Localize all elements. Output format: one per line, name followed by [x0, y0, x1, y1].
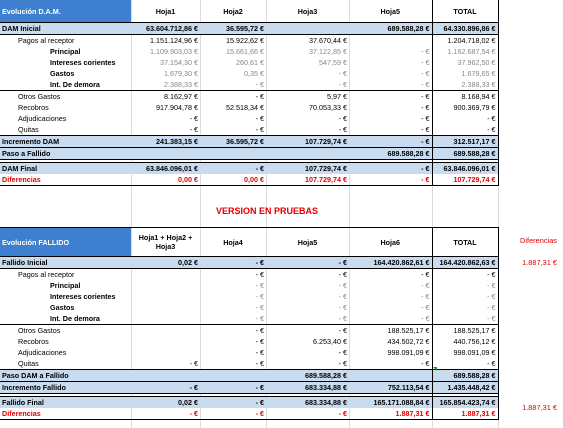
row-label: DAM Final: [0, 163, 131, 175]
cell[interactable]: - €: [349, 136, 432, 148]
table-row: [0, 347, 498, 358]
cell[interactable]: - €: [266, 408, 349, 420]
cell[interactable]: 547,59 €: [319, 58, 347, 67]
dam-table: [0, 0, 499, 186]
cell[interactable]: 188.525,17 €: [387, 326, 430, 335]
cell[interactable]: 8.168,94 €: [432, 91, 498, 103]
cell[interactable]: 36.595,72 €: [200, 136, 266, 148]
cell[interactable]: 1.887,31 €: [432, 408, 498, 420]
cell[interactable]: - €: [131, 382, 200, 394]
cell[interactable]: [131, 302, 200, 313]
fallido-table: [0, 227, 499, 420]
cell[interactable]: 107.729,74 €: [266, 163, 349, 175]
cell-error-indicator-icon: [433, 367, 437, 371]
cell[interactable]: - €: [421, 281, 430, 290]
cell[interactable]: - €: [421, 103, 430, 112]
row-label: Recobros: [18, 103, 49, 112]
cell[interactable]: 165.854.423,74 €: [432, 397, 498, 409]
cell[interactable]: 37.962,50 €: [432, 57, 498, 68]
cell[interactable]: [349, 370, 432, 382]
col-header: Hoja2: [223, 6, 243, 16]
cell[interactable]: - €: [266, 79, 349, 91]
cell[interactable]: [131, 313, 200, 325]
row-label: Pagos al receptor: [18, 270, 75, 279]
cell[interactable]: - €: [200, 397, 266, 409]
version-banner: VERSION EN PRUEBAS: [216, 206, 319, 216]
cell[interactable]: 5,97 €: [327, 92, 347, 101]
cell[interactable]: [266, 23, 349, 35]
cell[interactable]: - €: [200, 163, 266, 175]
cell[interactable]: - €: [421, 359, 430, 368]
cell[interactable]: - €: [255, 292, 264, 301]
cell[interactable]: 8.162,97 €: [164, 92, 198, 101]
cell[interactable]: 37.670,44 €: [309, 36, 347, 45]
cell[interactable]: 0,00 €: [131, 174, 200, 186]
table-row: [0, 35, 498, 47]
table-row: [0, 408, 498, 420]
cell[interactable]: 689.588,28 €: [432, 370, 498, 382]
cell[interactable]: - €: [338, 326, 347, 335]
col-header: Hoja6: [349, 228, 432, 257]
cell[interactable]: - €: [200, 408, 266, 420]
row-label: Principal: [50, 281, 81, 290]
table-row: [0, 370, 498, 382]
cell[interactable]: 683.334,88 €: [266, 397, 349, 409]
table-row: [0, 148, 498, 160]
fallido-final-side-value[interactable]: 1.887,31 €: [522, 403, 557, 412]
cell[interactable]: 36.595,72 €: [200, 23, 266, 35]
cell[interactable]: 998.091,09 €: [387, 348, 430, 357]
cell[interactable]: [131, 336, 200, 347]
cell[interactable]: 689.588,28 €: [432, 148, 498, 160]
cell[interactable]: - €: [255, 303, 264, 312]
cell[interactable]: - €: [421, 125, 430, 134]
cell[interactable]: - €: [432, 124, 498, 136]
cell[interactable]: 0,02 €: [131, 397, 200, 409]
table-row: [0, 280, 498, 291]
row-label: Fallido Inicial: [0, 257, 131, 269]
cell[interactable]: - €: [255, 270, 264, 279]
cell[interactable]: 52.518,34 €: [226, 103, 264, 112]
cell[interactable]: - €: [432, 358, 498, 370]
cell[interactable]: - €: [200, 382, 266, 394]
cell[interactable]: 37.122,85 €: [309, 47, 347, 56]
cell[interactable]: - €: [432, 113, 498, 124]
row-label: Int. De demora: [0, 313, 131, 325]
row-label: Quitas: [18, 359, 39, 368]
cell[interactable]: 64.330.896,86 €: [432, 23, 498, 35]
cell[interactable]: 1.151.124,96 €: [150, 36, 198, 45]
cell[interactable]: - €: [255, 281, 264, 290]
cell[interactable]: [131, 370, 200, 382]
cell[interactable]: - €: [338, 270, 347, 279]
cell[interactable]: 683.334,88 €: [266, 382, 349, 394]
row-label: Int. De demora: [0, 79, 131, 91]
table-row: [0, 23, 498, 35]
table-row: [0, 325, 498, 337]
cell[interactable]: [200, 148, 266, 160]
table-row: [0, 136, 498, 148]
col-header-total: TOTAL: [432, 228, 498, 257]
cell[interactable]: - €: [432, 269, 498, 281]
cell[interactable]: - €: [255, 348, 264, 357]
cell[interactable]: - €: [421, 114, 430, 123]
cell[interactable]: 998.091,09 €: [432, 347, 498, 358]
cell[interactable]: [131, 148, 200, 160]
cell[interactable]: 900.369,79 €: [432, 102, 498, 113]
cell[interactable]: 107.729,74 €: [266, 174, 349, 186]
cell[interactable]: - €: [255, 114, 264, 123]
cell[interactable]: 1.679,30 €: [164, 69, 198, 78]
row-label: Paso DAM a Fallido: [0, 370, 131, 382]
cell[interactable]: - €: [255, 326, 264, 335]
col-header: Hoja3: [297, 6, 318, 16]
cell[interactable]: 1.162.687,54 €: [432, 46, 498, 57]
cell[interactable]: 1.204.718,02 €: [432, 35, 498, 47]
row-label: Fallido Final: [0, 397, 131, 409]
cell[interactable]: 689.588,28 €: [349, 23, 432, 35]
cell[interactable]: - €: [349, 174, 432, 186]
cell[interactable]: - €: [338, 125, 347, 134]
cell[interactable]: - €: [432, 291, 498, 302]
row-label: Principal: [50, 47, 81, 56]
cell[interactable]: 70.053,33 €: [309, 103, 347, 112]
row-label: Intereses corientes: [50, 58, 116, 67]
cell[interactable]: - €: [131, 408, 200, 420]
cell[interactable]: - €: [266, 313, 349, 325]
cell[interactable]: - €: [338, 69, 347, 78]
cell[interactable]: - €: [432, 302, 498, 313]
table-row: [0, 46, 498, 57]
cell[interactable]: - €: [338, 348, 347, 357]
cell[interactable]: 2.388,33 €: [131, 79, 200, 91]
cell[interactable]: 1.109.903,03 €: [150, 47, 198, 56]
table-row: [0, 102, 498, 113]
row-label: Adjudicaciones: [18, 348, 67, 357]
table-row: [0, 257, 498, 269]
cell[interactable]: - €: [338, 359, 347, 368]
cell[interactable]: - €: [421, 292, 430, 301]
cell[interactable]: 752.113,54 €: [349, 382, 432, 394]
cell[interactable]: - €: [189, 359, 198, 368]
cell[interactable]: 63.846.096,01 €: [432, 163, 498, 175]
cell[interactable]: 689.588,28 €: [349, 148, 432, 160]
cell[interactable]: 440.756,12 €: [432, 336, 498, 347]
cell[interactable]: [349, 35, 432, 47]
cell[interactable]: - €: [421, 270, 430, 279]
cell[interactable]: 188.525,17 €: [432, 325, 498, 337]
cell[interactable]: - €: [349, 313, 432, 325]
cell[interactable]: - €: [421, 303, 430, 312]
cell[interactable]: 434.502,72 €: [387, 337, 430, 346]
col-header-total: TOTAL: [432, 0, 498, 23]
cell[interactable]: - €: [255, 92, 264, 101]
table-row: [0, 397, 498, 409]
cell[interactable]: - €: [189, 114, 198, 123]
cell[interactable]: 1.679,65 €: [432, 68, 498, 79]
cell[interactable]: [131, 291, 200, 302]
table-row: [0, 68, 498, 79]
col-header: Hoja1 + Hoja2 + Hoja3: [131, 228, 200, 257]
cell[interactable]: 1.435.448,42 €: [432, 382, 498, 394]
cell[interactable]: 63.846.096,01 €: [131, 163, 200, 175]
cell[interactable]: 0,35 €: [244, 69, 264, 78]
cell[interactable]: 312.517,17 €: [432, 136, 498, 148]
cell[interactable]: - €: [255, 359, 264, 368]
cell[interactable]: 15.661,66 €: [226, 47, 264, 56]
cell[interactable]: [200, 370, 266, 382]
cell[interactable]: - €: [421, 69, 430, 78]
row-label: Quitas: [18, 125, 39, 134]
cell[interactable]: 689.588,28 €: [266, 370, 349, 382]
col-header: Hoja5: [380, 6, 401, 16]
table-row: [0, 358, 498, 370]
dam-title: Evolución D.A.M.: [0, 0, 131, 23]
row-label: Diferencias: [0, 408, 131, 420]
row-label: Incremento DAM: [0, 136, 131, 148]
row-label: Diferencias: [0, 174, 131, 186]
cell[interactable]: [131, 347, 200, 358]
row-label: Otros Gastos: [18, 92, 61, 101]
cell[interactable]: 917.904,78 €: [156, 103, 198, 112]
cell[interactable]: - €: [421, 47, 430, 56]
cell[interactable]: [131, 325, 200, 337]
cell[interactable]: - €: [200, 79, 266, 91]
cell[interactable]: 164.420.862,61 €: [349, 257, 432, 269]
cell[interactable]: - €: [189, 125, 198, 134]
cell[interactable]: - €: [255, 337, 264, 346]
cell[interactable]: - €: [421, 58, 430, 67]
fallido-inicial-side-value[interactable]: 1.887,31 €: [522, 258, 557, 267]
cell[interactable]: 15.922,62 €: [226, 36, 264, 45]
row-label: Paso a Fallido: [0, 148, 131, 160]
cell[interactable]: 241.383,15 €: [131, 136, 200, 148]
table-row: [0, 313, 498, 325]
row-label: Incremento Fallido: [0, 382, 131, 394]
cell[interactable]: 2.388,33 €: [432, 79, 498, 91]
cell[interactable]: - €: [338, 303, 347, 312]
cell[interactable]: 37.154,30 €: [160, 58, 198, 67]
row-label: DAM Inicial: [0, 23, 131, 35]
row-label: Pagos al receptor: [18, 36, 75, 45]
table-row: [0, 302, 498, 313]
table-row: [0, 382, 498, 394]
cell[interactable]: 0,02 €: [131, 257, 200, 269]
cell[interactable]: - €: [349, 163, 432, 175]
cell[interactable]: 1.887,31 €: [349, 408, 432, 420]
cell[interactable]: - €: [432, 280, 498, 291]
col-header: Hoja4: [200, 228, 266, 257]
row-label: Otros Gastos: [18, 326, 61, 335]
table-row: [0, 79, 498, 91]
col-header: Hoja1: [155, 6, 176, 16]
table-row: [0, 336, 498, 347]
table-row: [0, 57, 498, 68]
cell[interactable]: 107.729,74 €: [432, 174, 498, 186]
row-label: Adjudicaciones: [18, 114, 67, 123]
cell[interactable]: - €: [200, 313, 266, 325]
cell[interactable]: 63.604.712,86 €: [131, 23, 200, 35]
cell[interactable]: - €: [349, 79, 432, 91]
diferencias-side-label: Diferencias: [520, 236, 557, 245]
cell[interactable]: - €: [338, 114, 347, 123]
cell[interactable]: - €: [255, 125, 264, 134]
row-label: Gastos: [50, 303, 75, 312]
table-row: [0, 91, 498, 103]
table-row: [0, 174, 498, 186]
cell[interactable]: 260,61 €: [236, 58, 264, 67]
cell[interactable]: - €: [432, 313, 498, 325]
cell[interactable]: - €: [200, 257, 266, 269]
cell[interactable]: - €: [421, 92, 430, 101]
row-label: Recobros: [18, 337, 49, 346]
row-label: Gastos: [50, 69, 75, 78]
table-row: [0, 269, 498, 281]
cell[interactable]: - €: [338, 281, 347, 290]
cell[interactable]: - €: [338, 292, 347, 301]
cell[interactable]: 164.420.862,63 €: [432, 257, 498, 269]
col-header: Hoja5: [266, 228, 349, 257]
table-row: [0, 163, 498, 175]
cell[interactable]: 6.253,40 €: [313, 337, 347, 346]
table-row: [0, 124, 498, 136]
cell[interactable]: [266, 148, 349, 160]
table-row: [0, 113, 498, 124]
cell[interactable]: 0,00 €: [200, 174, 266, 186]
table-row: [0, 291, 498, 302]
cell[interactable]: [131, 280, 200, 291]
cell[interactable]: 107.729,74 €: [266, 136, 349, 148]
cell[interactable]: 165.171.088,84 €: [349, 397, 432, 409]
cell[interactable]: [131, 269, 200, 281]
cell[interactable]: - €: [266, 257, 349, 269]
fallido-title: Evolución FALLIDO: [0, 228, 131, 257]
row-label: Intereses corientes: [50, 292, 116, 301]
